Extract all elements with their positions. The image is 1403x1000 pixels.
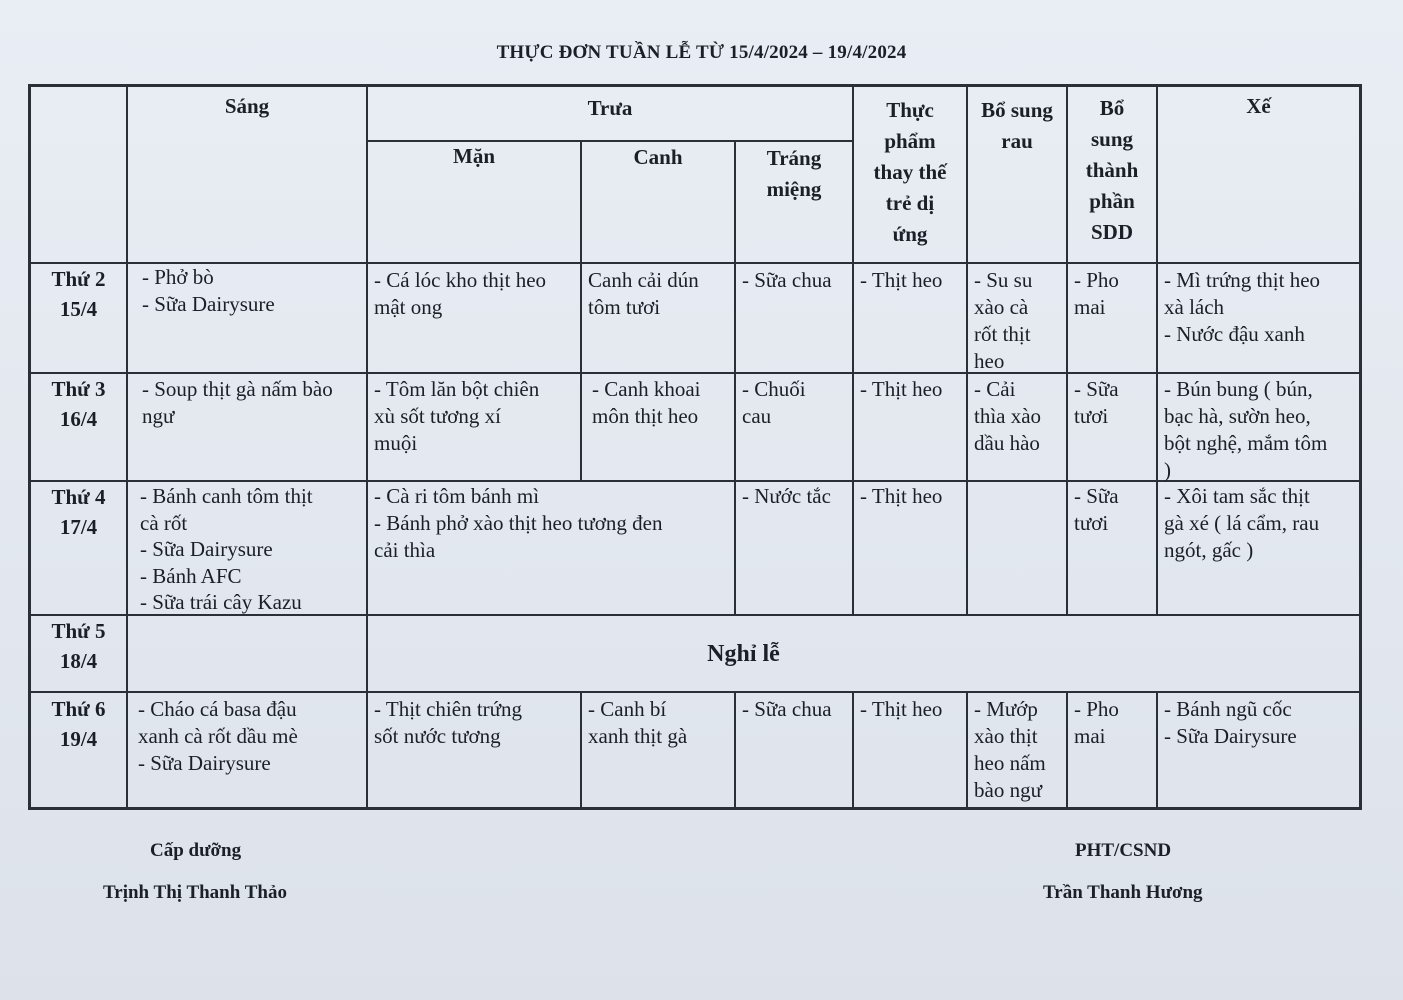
day-date: 15/4: [59, 297, 98, 321]
cell-canh: [582, 376, 734, 430]
text-line: - Sữa Dairysure: [138, 751, 271, 775]
text-line: ): [1164, 458, 1171, 482]
text-line: Thực: [886, 98, 934, 122]
signature-left-name: Trịnh Thị Thanh Thảo: [103, 882, 287, 903]
day-name: Thứ 6: [51, 697, 106, 721]
text-line: dầu hào: [974, 431, 1040, 455]
text-line: - Sữa trái cây Kazu: [140, 590, 302, 614]
text-line: SDD: [1090, 220, 1133, 244]
day-date: 18/4: [59, 649, 98, 673]
text-line: xanh thịt gà: [588, 724, 688, 748]
text-line: xà lách: [1164, 295, 1225, 319]
cell-trang-mieng: [736, 267, 852, 294]
signature-right-role: PHT/CSND: [1075, 840, 1172, 861]
text-line: - Nước đậu xanh: [1164, 322, 1305, 346]
day-label: [31, 264, 126, 324]
day-date: 17/4: [59, 515, 98, 539]
cell-xe: [1158, 376, 1359, 484]
text-line: ngót, gấc ): [1164, 538, 1254, 562]
cell-man: [368, 267, 580, 321]
cell-trang-mieng: [736, 376, 852, 430]
text-line: trẻ dị: [885, 191, 935, 215]
holiday-label: Nghỉ lễ: [707, 641, 780, 667]
text-line: xào thịt: [974, 724, 1038, 748]
day-name: Thứ 4: [51, 485, 106, 509]
header-xe: Xế: [1246, 94, 1271, 118]
text-line: - Thịt heo: [860, 377, 943, 401]
cell-man: [368, 376, 580, 457]
cell-canh: [582, 267, 734, 321]
text-line: - Pho: [1074, 697, 1119, 721]
text-line: Bổ sung: [981, 98, 1053, 122]
text-line: xù sốt tương xí: [374, 404, 501, 428]
text-line: - Thịt heo: [860, 268, 943, 292]
text-line: ngư: [142, 404, 175, 428]
cell-bo-sung-sdd: [1068, 267, 1156, 321]
text-line: cà rốt: [140, 510, 188, 535]
text-line: - Cháo cá basa đậu: [138, 697, 297, 721]
text-line: - Phở bò: [142, 265, 214, 289]
table-divider: [31, 691, 1359, 693]
weekly-menu-table: [28, 84, 1362, 810]
text-line: - Mướp: [974, 697, 1038, 721]
text-line: sốt nước tương: [374, 724, 501, 748]
header-bo-sung-sdd: [1068, 93, 1156, 248]
text-line: - Cải: [974, 377, 1016, 401]
text-line: tươi: [1074, 404, 1109, 428]
text-line: - Canh khoai: [592, 377, 701, 401]
text-line: - Thịt heo: [860, 484, 943, 508]
text-line: - Sữa: [1074, 484, 1119, 508]
text-line: rốt thịt: [974, 322, 1031, 346]
text-line: - Nước tắc: [742, 484, 831, 508]
text-line: - Xôi tam sắc thịt: [1164, 484, 1310, 508]
cell-bo-sung-rau: [968, 696, 1066, 804]
cell-man-canh: [368, 483, 734, 564]
cell-thay-the: [854, 483, 966, 510]
text-line: - Soup thịt gà nấm bào: [142, 377, 333, 401]
cell-sang: [128, 264, 366, 318]
text-line: Tráng: [766, 146, 822, 170]
text-line: - Bánh ngũ cốc: [1164, 697, 1292, 721]
header-trang-mieng: [736, 143, 852, 205]
header-canh: Canh: [633, 145, 683, 169]
text-line: - Sữa Dairysure: [140, 537, 273, 561]
day-label: [31, 374, 126, 434]
page-title: THỰC ĐƠN TUẦN LỄ TỪ 15/4/2024 – 19/4/2024: [496, 42, 907, 63]
text-line: - Canh bí: [588, 697, 667, 721]
text-line: sung: [1090, 127, 1134, 151]
cell-thay-the: [854, 376, 966, 403]
text-line: - Thịt chiên trứng: [374, 697, 523, 721]
text-line: - Sữa Dairysure: [142, 292, 275, 316]
cell-xe: [1158, 267, 1359, 348]
text-line: - Bún bung ( bún,: [1164, 377, 1313, 401]
signature-left-role: Cấp dưỡng: [150, 840, 242, 861]
day-label: [31, 616, 126, 676]
text-line: - Thịt heo: [860, 697, 943, 721]
text-line: xào cà: [974, 295, 1029, 319]
text-line: cau: [742, 404, 772, 428]
cell-xe: [1158, 483, 1359, 564]
text-line: ứng: [892, 222, 928, 246]
text-line: muội: [374, 431, 418, 455]
cell-sang: [128, 483, 366, 616]
cell-bo-sung-rau: [968, 376, 1066, 457]
header-man: Mặn: [453, 144, 495, 168]
text-line: cải thìa: [374, 538, 436, 562]
text-line: xanh cà rốt dầu mè: [138, 724, 298, 748]
day-name: Thứ 5: [51, 619, 106, 643]
cell-canh: [582, 696, 734, 750]
text-line: Bổ: [1099, 96, 1125, 120]
table-divider: [31, 372, 1359, 374]
text-line: thành: [1085, 158, 1139, 182]
text-line: bạc hà, sườn heo,: [1164, 404, 1311, 428]
text-line: - Tôm lăn bột chiên: [374, 377, 540, 401]
cell-trang-mieng: [736, 696, 852, 723]
cell-sang: [128, 376, 366, 430]
text-line: - Sữa chua: [742, 697, 832, 721]
cell-trang-mieng: [736, 483, 852, 510]
text-line: bột nghệ, mắm tôm: [1164, 431, 1328, 455]
text-line: môn thịt heo: [592, 404, 699, 428]
day-name: Thứ 2: [51, 267, 106, 291]
header-trua: Trưa: [587, 96, 633, 120]
text-line: Canh cải dún: [588, 268, 699, 292]
header-bo-sung-rau: [968, 95, 1066, 157]
text-line: mật ong: [374, 295, 443, 319]
text-line: bào ngư: [974, 778, 1042, 802]
text-line: - Mì trứng thịt heo: [1164, 268, 1321, 292]
cell-xe: [1158, 696, 1359, 750]
text-line: thìa xào: [974, 404, 1042, 428]
cell-sang: [128, 696, 366, 777]
text-line: thay thế: [873, 160, 947, 184]
text-line: rau: [1001, 129, 1033, 153]
day-date: 16/4: [59, 407, 98, 431]
text-line: gà xé ( lá cẩm, rau: [1164, 511, 1320, 535]
text-line: - Bánh canh tôm thịt: [140, 484, 313, 508]
cell-bo-sung-sdd: [1068, 696, 1156, 750]
text-line: tươi: [1074, 511, 1109, 535]
text-line: mai: [1074, 295, 1106, 319]
text-line: mai: [1074, 724, 1106, 748]
day-name: Thứ 3: [51, 377, 106, 401]
cell-thay-the: [854, 696, 966, 723]
cell-thay-the: [854, 267, 966, 294]
text-line: phần: [1089, 189, 1135, 213]
text-line: heo nấm: [974, 751, 1046, 775]
text-line: - Cà ri tôm bánh mì: [374, 484, 540, 508]
cell-bo-sung-sdd: [1068, 483, 1156, 537]
text-line: - Bánh AFC: [140, 563, 242, 588]
text-line: - Pho: [1074, 268, 1119, 292]
text-line: - Sữa Dairysure: [1164, 724, 1297, 748]
header-thuc-pham-thay-the: [854, 95, 966, 250]
cell-bo-sung-sdd: [1068, 376, 1156, 430]
day-label: [31, 482, 126, 542]
text-line: - Bánh phở xào thịt heo tương đen: [374, 511, 663, 535]
day-date: 19/4: [59, 727, 98, 751]
text-line: tôm tươi: [588, 295, 661, 319]
text-line: miệng: [766, 177, 822, 201]
text-line: - Chuối: [742, 377, 806, 401]
text-line: heo: [974, 349, 1005, 373]
text-line: phẩm: [884, 129, 936, 153]
cell-bo-sung-rau: [968, 267, 1066, 375]
day-label: [31, 694, 126, 754]
header-sang: Sáng: [224, 94, 270, 118]
text-line: - Su su: [974, 268, 1033, 292]
text-line: - Cá lóc kho thịt heo: [374, 268, 547, 292]
cell-man: [368, 696, 580, 750]
signature-right-name: Trần Thanh Hương: [1043, 882, 1203, 903]
text-line: - Sữa: [1074, 377, 1119, 401]
text-line: - Sữa chua: [742, 268, 832, 292]
